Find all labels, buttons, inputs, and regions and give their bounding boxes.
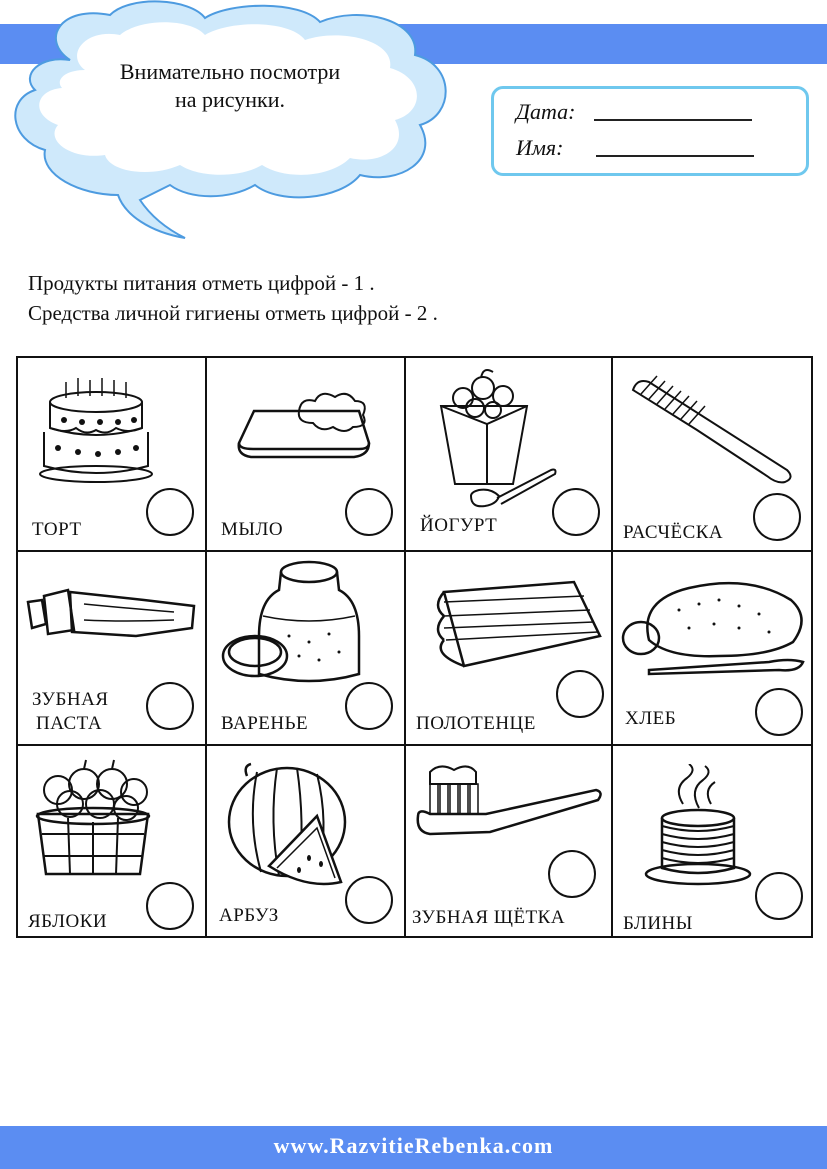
toothpaste-icon: [24, 580, 200, 650]
label-toothbrush: ЗУБНАЯ ЩЁТКА: [412, 907, 566, 928]
cell-yogurt: [406, 358, 613, 552]
instruction-line-2: Средства личной гигиены отметь цифрой - 2 .: [28, 301, 438, 325]
cell-comb: [613, 358, 812, 552]
answer-circle-cake[interactable]: [146, 488, 194, 536]
cell-toothpaste: [18, 552, 207, 746]
footer-band: [0, 1126, 827, 1169]
cell-jam: [207, 552, 406, 746]
bread-icon: [619, 570, 807, 680]
date-line[interactable]: [594, 119, 752, 121]
answer-circle-pancakes[interactable]: [755, 872, 803, 920]
label-apples: ЯБЛОКИ: [28, 911, 108, 932]
cloud-line-2: на рисунки.: [174, 87, 286, 112]
cake-icon: [36, 370, 156, 490]
cell-toothbrush: [406, 746, 613, 936]
answer-circle-soap[interactable]: [345, 488, 393, 536]
cloud-line-1: Внимательно посмотри: [119, 59, 341, 84]
pancakes-icon: [643, 764, 753, 894]
label-bread: ХЛЕБ: [625, 708, 677, 729]
cell-bread: [613, 552, 812, 746]
label-towels: ПОЛОТЕНЦЕ: [416, 713, 536, 734]
answer-circle-bread[interactable]: [755, 688, 803, 736]
toothbrush-icon: [410, 762, 606, 852]
items-grid: [16, 356, 813, 938]
label-toothpaste-line-1: ЗУБНАЯ: [32, 689, 109, 710]
cell-cake: [18, 358, 207, 552]
watermelon-icon: [217, 762, 357, 892]
yogurt-icon: [431, 366, 571, 516]
answer-circle-yogurt[interactable]: [552, 488, 600, 536]
cell-pancakes: [613, 746, 812, 936]
answer-circle-towels[interactable]: [556, 670, 604, 718]
instructions: [28, 268, 438, 328]
name-line[interactable]: [596, 155, 754, 157]
answer-circle-jam[interactable]: [345, 682, 393, 730]
name-label: Имя:: [516, 135, 564, 160]
label-soap: МЫЛО: [221, 519, 284, 540]
label-jam: ВАРЕНЬЕ: [221, 713, 309, 734]
label-toothpaste-line-2: ПАСТА: [36, 713, 103, 734]
towels-icon: [424, 576, 604, 676]
soap-icon: [229, 383, 379, 473]
date-label: Дата:: [516, 99, 576, 124]
cell-watermelon: [207, 746, 406, 936]
cloud-text: [60, 58, 400, 114]
instruction-line-1: Продукты питания отметь цифрой - 1 .: [28, 271, 375, 295]
cell-soap: [207, 358, 406, 552]
cell-towels: [406, 552, 613, 746]
jam-jar-icon: [219, 556, 369, 696]
label-comb: РАСЧЁСКА: [623, 522, 724, 543]
footer-url[interactable]: www.RazvitieRebenka.com: [273, 1133, 554, 1158]
apple-basket-icon: [28, 754, 158, 884]
label-yogurt: ЙОГУРТ: [420, 515, 498, 536]
name-row: [516, 135, 563, 161]
date-row: [516, 99, 575, 125]
date-name-box: [491, 86, 809, 176]
answer-circle-toothbrush[interactable]: [548, 850, 596, 898]
answer-circle-apples[interactable]: [146, 882, 194, 930]
cell-apples: [18, 746, 207, 936]
answer-circle-watermelon[interactable]: [345, 876, 393, 924]
comb-icon: [627, 370, 797, 490]
answer-circle-toothpaste[interactable]: [146, 682, 194, 730]
answer-circle-comb[interactable]: [753, 493, 801, 541]
thought-cloud: [0, 0, 470, 240]
label-cake: ТОРТ: [32, 519, 82, 540]
label-watermelon: АРБУЗ: [219, 905, 279, 926]
label-toothpaste: [32, 688, 109, 736]
label-pancakes: БЛИНЫ: [623, 913, 693, 934]
